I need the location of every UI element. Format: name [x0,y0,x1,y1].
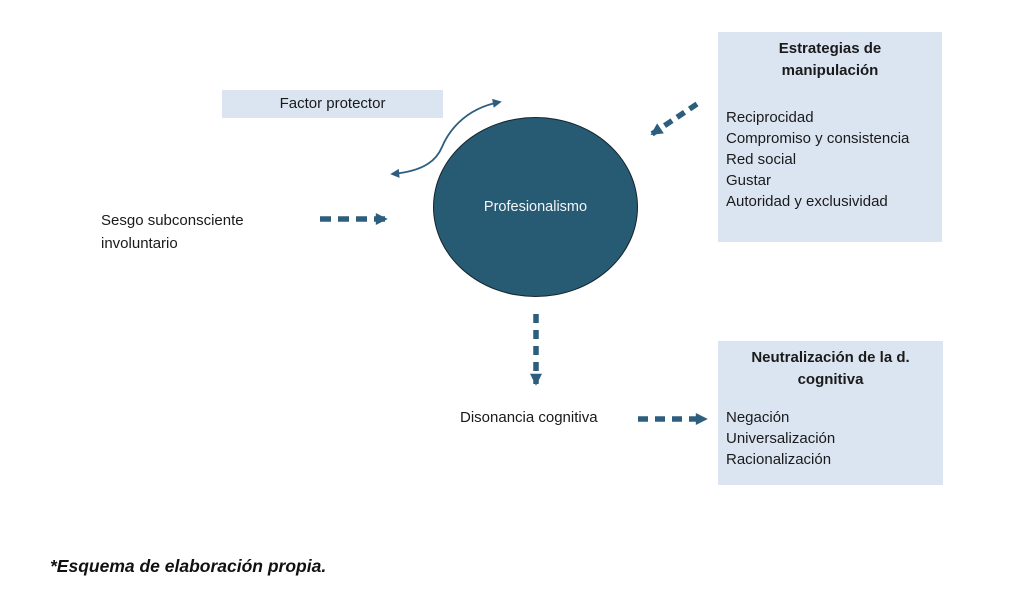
sesgo-label: Sesgo subconsciente involuntario [101,212,244,252]
list-item: Gustar [726,172,772,189]
profesionalismo-label: Profesionalismo [483,199,588,215]
neutralizacion-items [726,407,912,470]
list-item: Red social [726,151,797,168]
factor-protector-label: Factor protector [279,95,386,112]
dashed-arrow-diagonal [652,104,697,134]
neutralizacion-box [718,341,943,485]
list-item: Universalización [726,430,836,447]
list-item: Autoridad y exclusividad [726,193,888,210]
list-item: Racionalización [726,451,832,468]
list-item: Compromiso y consistencia [726,130,910,147]
estrategias-items [726,107,912,212]
estrategias-box [718,32,942,242]
factor-protector-box [222,90,443,118]
neutralizacion-title: Neutralización de la d. cognitiva [751,349,910,388]
footnote: *Esquema de elaboración propia. [50,556,327,576]
estrategias-title: Estrategias de manipulación [778,40,882,79]
list-item: Negación [726,409,790,426]
list-item: Reciprocidad [726,109,814,126]
profesionalismo-circle [433,117,638,297]
disonancia-label: Disonancia cognitiva [460,409,598,426]
